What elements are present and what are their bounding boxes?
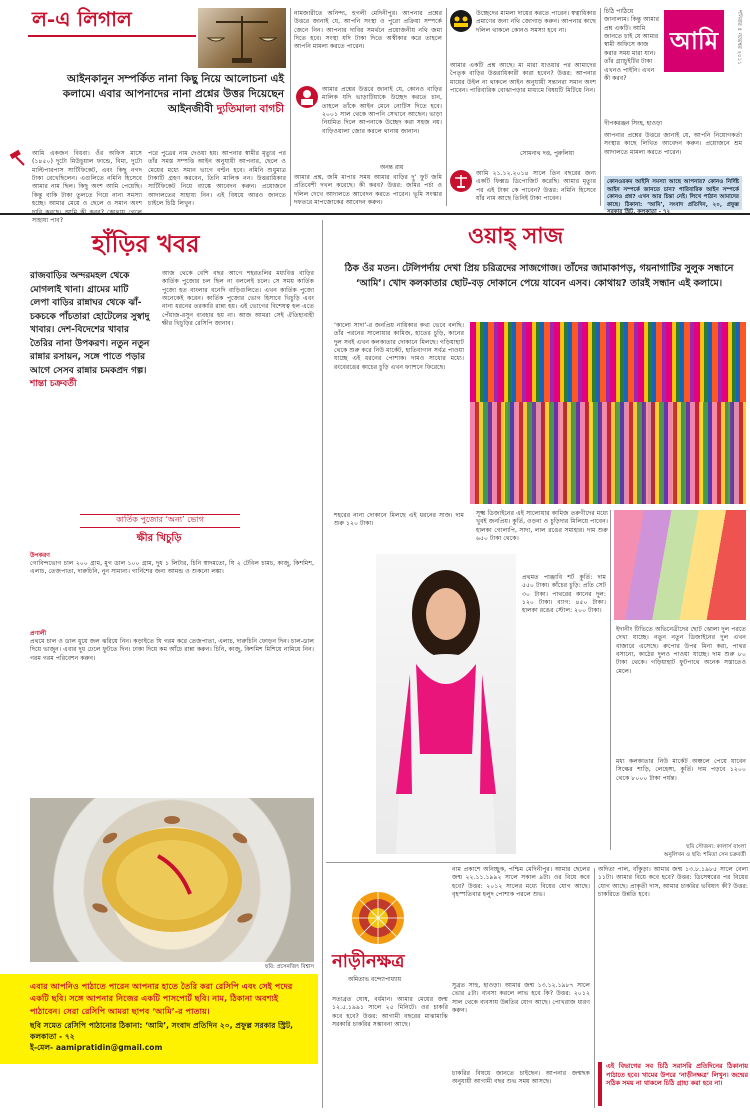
balance-icon — [450, 170, 472, 192]
astro-title: নাড়ীনক্ষত্র — [332, 951, 405, 972]
model-figure-icon — [376, 554, 516, 854]
fashion-title: ওয়াহ্ সাজ — [468, 223, 564, 249]
masthead-dateline: শনিবার ৫ নভেম্বর ২০১১ — [736, 10, 742, 65]
astro-col2a: সুব্রত সাহু, হাওড়া। আমার জন্ম ১৩.১২.১৯৮৭ সালে ভোর ৫টা। ব্যবসা করলে লাভ হবে কি? উত্তর: ২০১২ সাল থেকে ব্যবসায় উন্নতির যোগ আছে। পোখরাজ ধারণ করুন। — [452, 982, 590, 1015]
recipe-kicker: কার্তিক পুজোর ‘অন্য’ ভোগ — [116, 515, 204, 524]
masthead-logo-text: আমি — [669, 25, 719, 55]
recipe-promo-text: এবার আপনিও পাঠাতে পারেন আপনার হাতে তৈরি করা রেসিপি এবং সেই পদের একটি ছবি। সঙ্গে আপনার নিজের একটি পাসপোর্ট ছবি। নাম, ঠিকানা অবশ্যই পাঠাবেন। সেরা রেসিপি আমরা ছাপব ‘আমি’-র পাতায়। — [30, 981, 293, 1016]
legal-reply-intro: আপনার প্রশ্নের উত্তরে জানাই যে, আপনি নিয়োগকর্তা সংস্থার কাছে লিখিত আবেদন করুন। প্রয়োজনে শ্রম আদালতে মামলা করতে পারেন। — [604, 132, 742, 156]
legal-col3-mid: আমার একটি প্রশ্ন আছে। মা মারা যাওয়ার পর আমাদের পৈতৃক বাড়ির উত্তরাধিকারী কারা হবেন? উত্তর: আপনার মায়ের উইল না থাকলে আইন অনুযায়ী সন্তানরা সমান অংশ পাবেন। পারিবারিক বোঝাপড়ার মাধ্যমে বিষয়টি মিটিয়ে নিন। — [450, 62, 596, 95]
legal-question-box: কোনওরকম আইনি সমস্যা আছে আপনার? কোনও নির্দিষ্ট আইন সম্পর্কে জানতে চান? পারিবারিক আইন সম্পর্কে কোনও প্রশ্ন? এখন আর চিন্তা নেই। লিখে পাঠান আমাদের কাছে। ঠিকানা: ‘আমি’, সংবাদ প্রতিদিন, ২০, প্রফুল্ল — [604, 176, 742, 210]
legal-body-left: আমি একজন বিধবা। ওঁর অফিস মাসে (১৪৫০) দুটো মিউচুয়াল ফান্ডে, বিমা, দুটো মাল্টিপারপাস সার্টিফিকেট, এবং কিছু নগদ টাকা রেখেছিলেন। এগুলিতে নমিনি হিসেবে আমার নাম ছিল। কিছু অংশ আমি পেয়েছি। কিন্তু বাকি টাকা তুলতে গিয়ে নানা সমস্যা হচ্ছে। আমার মেয়ে ও ছেলে ও সমান অংশ সাহায্য পাব? — [32, 150, 142, 224]
method-label: প্রণালী — [30, 630, 47, 637]
judge-icon — [296, 86, 318, 108]
legal-name-2: অনন্ত রায় — [380, 164, 404, 171]
astro-section — [326, 864, 750, 1115]
fashion-author: অনুলিখন ও ছবি: শমিতা সেন চক্রবর্তী — [663, 852, 746, 858]
food-byline: শান্তা চক্রবর্তী — [30, 379, 77, 389]
food-section — [0, 218, 318, 1115]
khichuri-photo — [30, 798, 314, 962]
ingredients-label: উপকরণ — [30, 552, 50, 559]
legal-col-divider-3 — [600, 8, 601, 206]
legal-byline-name: দ্যুতিমালা বাগচী — [216, 103, 284, 116]
legal-col-divider-2 — [446, 8, 447, 206]
astro-col-divider — [594, 868, 595, 1108]
legal-col3-bottom: আমি ২১.১২.২০১৪ সালে তিন বছরের জন্য একটি ফিক্সড ডিপোজিট করেছি। আমার মৃত্যুর পর এই টাকা কে পাবেন? উত্তর: নমিনি হিসেবে যাঁর নাম আছে তিনিই টাকা পাবেন। — [476, 170, 596, 203]
fashion-mid-caption: শহরের নানা দোকানে মিলছে এই ধরনের সাজ। দাম শুরু ১২০ টাকা। — [334, 512, 464, 528]
fashion-col2: সূক্ষ্ম ডিজাইনের এই সালোয়ার কামিজ তরুণীদের মধ্যে খুবই জনপ্রিয়। কুর্তি, ওড়না ও চুড়িদার মিলিয়ে পাবেন। হালকা গোলাপি, সাদা, লাল রঙের সমাহার। দাম শুরু ৬৫০ টাকা থেকে। — [476, 510, 608, 543]
legal-title-rule — [28, 35, 196, 37]
zodiac-wheel-icon — [350, 890, 406, 946]
recipe-title: ক্ষীর খিচুড়ি — [136, 533, 182, 544]
fashion-col1: ‘কালো সাদা’-র জনপ্রিয় নায়িকার কথা ভেবে বলছি। তাঁর পরনের সালোয়ার কামিজ, হাতের চুড়ি, কানের দুল সবই এখন কলকাতার দোকানে মিলছে। গড়িয়াহাট থেকে শুরু করে নিউ মার্কেট, হাতিবাগান সর্বত্র পাওয়া যাচ্ছে এই ধরনের পোশাক। দামও সাধ্যের মধ্যে। রংবেরঙের কাচের চুড়ি এখন ফ্যাশনে ফিরেছে। — [334, 322, 464, 371]
legal-intro-text: আইনকানুন সম্পর্কিত নানা কিছু নিয়ে আলোচনা এই কলামে। এবার আপনাদের নানা প্রশ্নের উত্তর দিয়েছেন — [62, 73, 284, 101]
gavel-icon — [8, 148, 28, 168]
fashion-photo-credit: ছবি সৌজন্য: কালার্স বাংলা — [686, 844, 746, 850]
legal-title: ল-এ লিগাল — [32, 7, 132, 31]
khichuri-bowl-icon — [30, 798, 314, 962]
astro-byline: অমিতাভ বন্দ্যোপাধ্যায় — [348, 976, 402, 983]
legal-col2-bottom: আমার প্রশ্ন, জমি মাপার সময় আমার বাড়ির দু’ ফুট জমি প্রতিবেশী দখল করেছে। কী করব? উত্তর: জমির পর্চা ও দলিল দেখে আদালতে আবেদন করতে পারেন। ভূমি সংস্কার দফতরে মাপজোকের আবেদন করুন। — [294, 174, 442, 207]
fashion-col2-list: প্রথমত পাঞ্জাবি শর্ট কুর্তি: দাম ৫৫০ টাকা। কাঁচের চুড়ি: প্রতি সেট ৩০ টাকা। পাথরের কানের দুল: ১২০ টাকা। ব্যাগ: ৪৫০ টাকা। হালকা রঙের স্টোল: ২০০ টাকা। — [522, 574, 606, 615]
scales-photo — [198, 8, 286, 68]
food-title: হাঁড়ির খবর — [92, 229, 200, 258]
model-photo — [376, 554, 516, 854]
astro-col3: অদিতা পাল, বাঁকুড়া। আমার জন্ম ১৩.৮.১৯৮৫ সালে বেলা ১১টা। আমার বিয়ে কবে হবে? উত্তর: ডিসেম্বরের পর বিয়ের যোগ আছে। প্রাকৃতী দাস, আমার চাকরির ভবিষ্যৎ কী? উত্তর: চাকরিতে উন্নতি হবে। — [598, 866, 748, 899]
fashion-col3b: মধ্য কলকাতার নিউ মার্কেট অঞ্চলে পেয়ে যাবেন সিল্কের শাড়ি, লেহেঙ্গা, কুর্তি। দাম পড়বে ১২০০ থেকে ৮০০০ টাকা পর্যন্ত। — [616, 758, 746, 782]
legal-col3-top: উচ্ছেদের মামলা দায়ের করতে পারেন। স্বত্বাধিকার প্রমাণের জন্য নথি জোগাড় করুন। আপনার কাছে দলিল থাকলে কোনও সমস্যা হবে না। — [476, 10, 596, 34]
recipe-promo-address: ছবি সমেত রেসিপি পাঠানোর ঠিকানা: ‘আমি’, সংবাদ প্রতিদিন ২০, প্রফুল্ল সরকার স্ট্রিট, কলকাতা - ৭২ — [30, 1020, 293, 1042]
fashion-col-divider — [610, 510, 611, 850]
recipe-promo-box — [0, 974, 318, 1064]
column-divider-main — [322, 220, 323, 1108]
meeting-icon — [450, 10, 472, 32]
astro-col2b: চাকরির বিষয়ে জানতে চাইছেন। আপনার জন্মছক অনুযায়ী আগামী বছর শুভ সময় আসছে। — [452, 1070, 590, 1086]
bangles-photo — [470, 322, 746, 504]
legal-col4: চিঠি পাঠিয়ে জানালাম। কিন্তু আমার প্রশ্ন একটি। আমি জানতে চাই যে আমার স্বামী অফিসে কাজ করার সময় মারা যান। তাঁর গ্র্যাচুইটির টাকা এখনও পাইনি। এখন কী করব? — [604, 8, 660, 82]
legal-intro — [32, 72, 284, 118]
legal-col2-top: নামজারীতে অনিন্দ্য, হুগলী মেদিনীপুর। আপনার প্রশ্নের উত্তরে জানাই যে, আপনি সংস্থা ও পুরো প্রক্রিয়া সম্পর্কে জেনে নিন। আপনার দাবির সমর্থনে প্রয়োজনীয় নথি জমা দিতে হবে। সংস্থা যদি টাকা দিতে অস্বীকার করে তাহলে আপনি মামলা করতে পারেন। — [294, 10, 442, 51]
legal-body-middle: পরে পুত্রের নাম দেওয়া হয়। আপনার স্বামীর মৃত্যুর পর তাঁর সমস্ত সম্পত্তি আইন অনুযায়ী আপনার, ছেলে ও মেয়ের মধ্যে সমান ভাগে বণ্টন হবে। নমিনি শুধুমাত্র টাকাটি গ্রহণ করবেন, তিনি মালিক নন। উত্তরাধিকার সার্টিফিকেট নিয়ে ব্যাঙ্কে আবেদন করুন। প্রয়োজনে আদালতের সাহায্য নিন। এই বিষয়ে আরও জানতে চাইলে চিঠি লিখুন। — [148, 150, 286, 208]
section-divider-1 — [0, 213, 750, 215]
recipe-promo-email[interactable]: ই-মেল- aamipratidin@gmail.com — [30, 1042, 163, 1052]
legal-byline-prefix: আইনজীবী — [167, 103, 214, 116]
fabric-photo — [614, 510, 746, 620]
legal-section — [0, 0, 750, 224]
method-text: প্রথমে চাল ও ডাল ধুয়ে জল ঝরিয়ে নিন। কড়াইতে ঘি গরম করে তেজপাতা, এলাচ, দারুচিনি ফোড়ন দিন। চাল-ডাল দিয়ে ভাজুন। এবার দুধ ঢেলে ফুটতে দিন। ঢাকা দিয়ে কম আঁচে রান্না করুন। চিনি, কাজু, কিশমিশ মিশিয়ে নামিয়ে নিন। গরম গরম পরিবেশন করুন। — [30, 638, 314, 662]
astro-col1a: নাম প্রকাশে অনিচ্ছুক, পশ্চিম মেদিনীপুর। আমার ছেলের জন্ম ২২.১১.১৯৯২ সালে সকাল ৯টা। ওর বিয়ে কবে হবে? উত্তর: ২০১২ সালের মধ্যে বিয়ের যোগ আছে। বৃহস্পতিবার হলুদ পোশাক পরলে শুভ। — [452, 866, 590, 899]
scales-of-justice-icon — [198, 8, 286, 68]
fashion-section — [326, 218, 750, 858]
food-photo-credit: ছবি: প্রসেনজিৎ বিশ্বাস — [265, 964, 314, 970]
food-intro — [30, 270, 150, 392]
astro-col1b: সত্যব্রত ঘোষ, বর্ধমান। আমার মেয়ের জন্ম ১২.৫.১৯৯১ সালে ২৫ মিনিটে। ওর চাকরি কবে হবে? উত্তর: আগামী বছরের মাঝামাঝি সরকারি চাকরির সম্ভাবনা আছে। — [332, 996, 448, 1029]
legal-col-divider-1 — [290, 8, 291, 206]
food-body: আজ থেকে বেশি বছর আগে শহরতলির মধ্যবিত্ত বাড়ির কার্তিক পুজোর চল ছিল না বললেই চলে। সে সময় কার্তিক পুজো হত বাংলার বনেদি বাড়িগুলিতে। এখন কার্তিক পুজো অনেকেই করেন। কার্তিক পুজোর ভোগ হিসাবে খিচুড়ি এবং নানা ধরনের তরকারি রান্না হয়। এই ভোগের বিশেষত্ব হল এতে পেঁয়াজ-রসুন ব্যবহার হয় না। আজ আমরা সেই ঐতিহ্যবাহী ক্ষীর খিচুড়ির রেসিপি জানাব। — [162, 270, 314, 328]
food-intro-text: রাজবাড়ির অন্দরমহল থেকে মোগলাই খানা। গ্রামের মাটি লেপা বাড়ির রান্নাঘর থেকে ঝাঁ-চকচকে পাঁচতারা হোটেলের সুস্বাদু খাবার। দেশ-বিদেশের খাবার তৈরির নানা উপকরণ। নতুন নতুন রান্নার রসায়ন, সঙ্গে পাতে পড়ার আগে সেসব রান্নার চমকপ্রদ গল্প। — [30, 271, 150, 376]
astro-notice: এই বিভাগের সব চিঠি সরাসরি প্রতিদিনের ঠিকানায় পাঠাতে হবে। খামের উপরে ‘নাড়ীনক্ষত্র’ লিখুন। জন্মের সঠিক সময় না থাকলে চিঠি গ্রাহ্য করা হবে না। — [598, 1062, 748, 1106]
ingredients-text: গোবিন্দভোগ চাল ২০০ গ্রাম, মুগ ডাল ১০০ গ্রাম, দুধ ১ লিটার, চিনি স্বাদমতো, ঘি ২ টেবিল চামচ, কাজু, কিশমিশ, এলাচ, তেজপাতা, দারুচিনি, নুন সামান্য। গার্নিশের জন্য আমন্ড ও শুকনো লঙ্কা। — [30, 560, 314, 576]
legal-name-1: সোমনাথ দত্ত, পুরুলিয়া — [520, 150, 574, 157]
masthead-logo — [664, 10, 724, 72]
recipe-kicker-box — [80, 514, 240, 528]
fashion-intro: ঠিক ওঁর মতন। টেলিপর্দায় দেখা প্রিয় চরিত্রদের সাজগোজ। তাঁদের জামাকাপড়, গয়নাগাটির সুলুক সন্ধানে ‘আমি’। খোদ কলকাতার ছোট-বড় দোকানে পেয়ে যাবেন এসব। কোথায়? তারই সন্ধান এই কলামে। — [344, 263, 734, 289]
section-divider-2 — [326, 862, 750, 863]
legal-col2-mid: আমার প্রশ্নের উত্তরে জানাই যে, কোনও বাড়ির মালিক যদি ভাড়াটিয়াকে উচ্ছেদ করতে চান, তাহলে তাঁকে আইন মেনে নোটিস দিতে হবে। ২০০১ সাল থেকে আপনি সেখানে আছেন। ভাড়া নিয়মিত দিলে আপনাকে উচ্ছেদ করা সহজ নয়। বাড়িওয়ালা জোর করলে থানায় জানান। — [322, 86, 442, 135]
fashion-col3: ইদানীং টিভিতে অভিনেত্রীদের ছোট ঝোলা দুল পরতে দেখা যাচ্ছে। নতুন নতুন ডিজাইনের দুল এখন বাজারে এসেছে। রুপোর উপর মিনা করা, পাথর বসানো, কাঠের দুলও পাওয়া যাচ্ছে। দাম শুরু ৮০ টাকা থেকে। গড়িয়াহাট ফুটপাথে অনেক সস্তাতেও মেলে। — [616, 626, 746, 675]
legal-name-3: দীপকরঞ্জন সিংহ, হাওড়া — [604, 120, 662, 127]
